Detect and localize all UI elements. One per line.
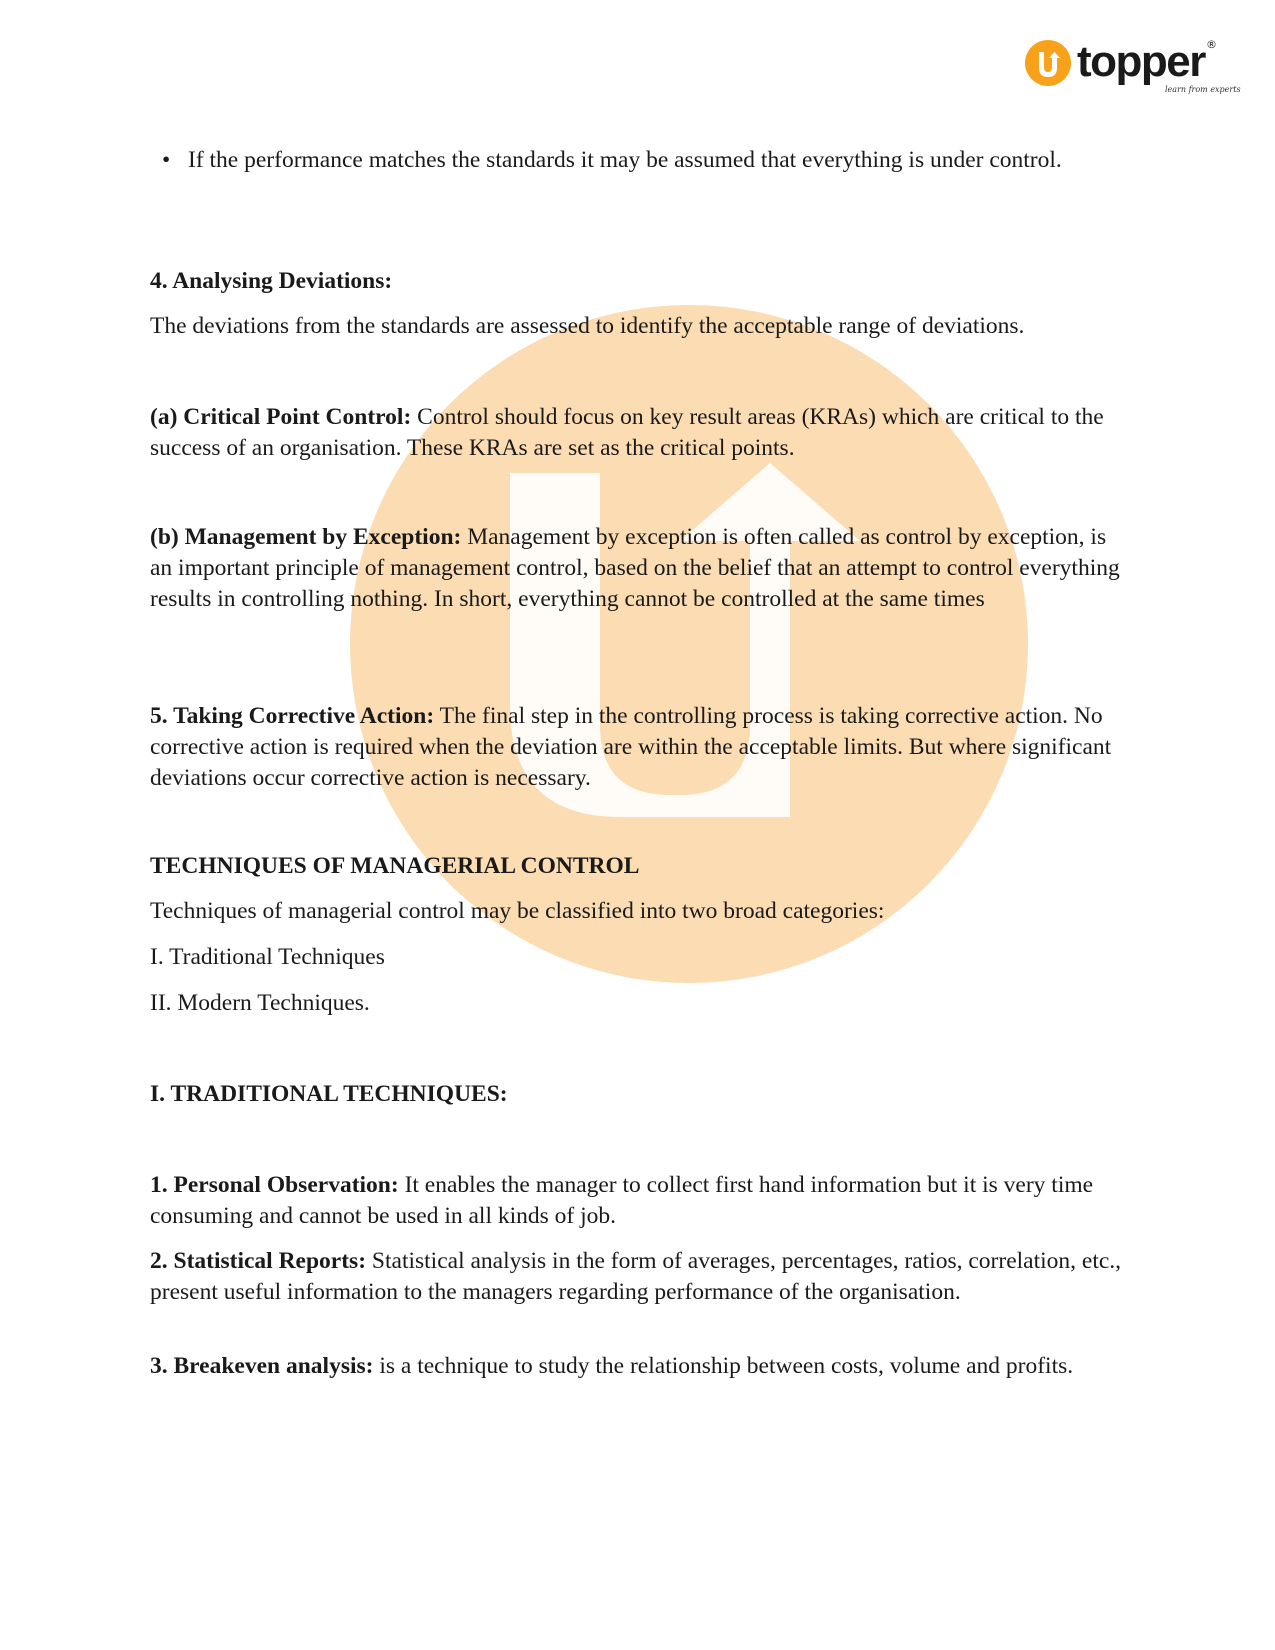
heading-traditional-techniques: I. TRADITIONAL TECHNIQUES:	[150, 1081, 508, 1107]
bullet-dot: •	[162, 147, 171, 173]
paragraph-statistical-reports	[150, 1246, 1130, 1308]
heading-analysing-deviations: 4. Analysing Deviations:	[150, 268, 393, 294]
text-statistical-reports: Statistical analysis in the form of averages, percentages, ratios, correlation, etc., present useful information to the managers regarding performance of the organisation.	[150, 1248, 1122, 1305]
paragraph-techniques-intro: Techniques of managerial control may be classified into two broad categories:	[150, 898, 885, 924]
paragraph-personal-observation	[150, 1170, 1130, 1232]
paragraph-analysing-deviations: The deviations from the standards are assessed to identify the acceptable range of deviations.	[150, 313, 1025, 339]
logo-brand-text: topper	[1077, 37, 1205, 86]
topper-logo	[1025, 37, 1241, 98]
paragraph-breakeven-analysis	[150, 1351, 1130, 1382]
paragraph-corrective-action	[150, 701, 1130, 794]
label-personal-observation: 1. Personal Observation:	[150, 1172, 399, 1198]
logo-tagline: learn from experts	[1165, 85, 1241, 94]
text-personal-observation: It enables the manager to collect first hand information but it is very time consuming and cannot be used in all kinds of job.	[150, 1172, 1094, 1229]
label-breakeven-analysis: 3. Breakeven analysis:	[150, 1353, 374, 1379]
label-critical-point-control: (a) Critical Point Control:	[150, 404, 412, 430]
bullet-item	[162, 145, 1068, 176]
paragraph-critical-point-control	[150, 402, 1130, 464]
list-item-traditional: I. Traditional Techniques	[150, 944, 385, 970]
paragraph-management-by-exception	[150, 522, 1130, 615]
list-item-modern: II. Modern Techniques.	[150, 990, 370, 1016]
label-statistical-reports: 2. Statistical Reports:	[150, 1248, 367, 1274]
heading-techniques: TECHNIQUES OF MANAGERIAL CONTROL	[150, 853, 640, 879]
label-corrective-action: 5. Taking Corrective Action:	[150, 703, 435, 729]
bullet-text: If the performance matches the standards it may be assumed that everything is under control.	[188, 147, 1062, 173]
text-critical-point-control: Control should focus on key result areas (KRAs) which are critical to the success of an organisation. These KRAs are set as the critical points.	[150, 404, 1104, 461]
registered-mark: ®	[1206, 38, 1217, 51]
label-management-by-exception: (b) Management by Exception:	[150, 524, 462, 550]
text-corrective-action: The final step in the controlling process is taking corrective action. No corrective action is required when the deviation are within the acceptable limits. But where significant deviations occur corrective action is necessary.	[150, 703, 1112, 791]
text-management-by-exception: Management by exception is often called as control by exception, is an important principle of management control, based on the belief that an attempt to control everything results in controlling nothing. In short, everything cannot be controlled at the same times	[150, 524, 1120, 612]
u-logo-icon	[1025, 40, 1071, 86]
text-breakeven-analysis: is a technique to study the relationship between costs, volume and profits.	[373, 1353, 1074, 1379]
